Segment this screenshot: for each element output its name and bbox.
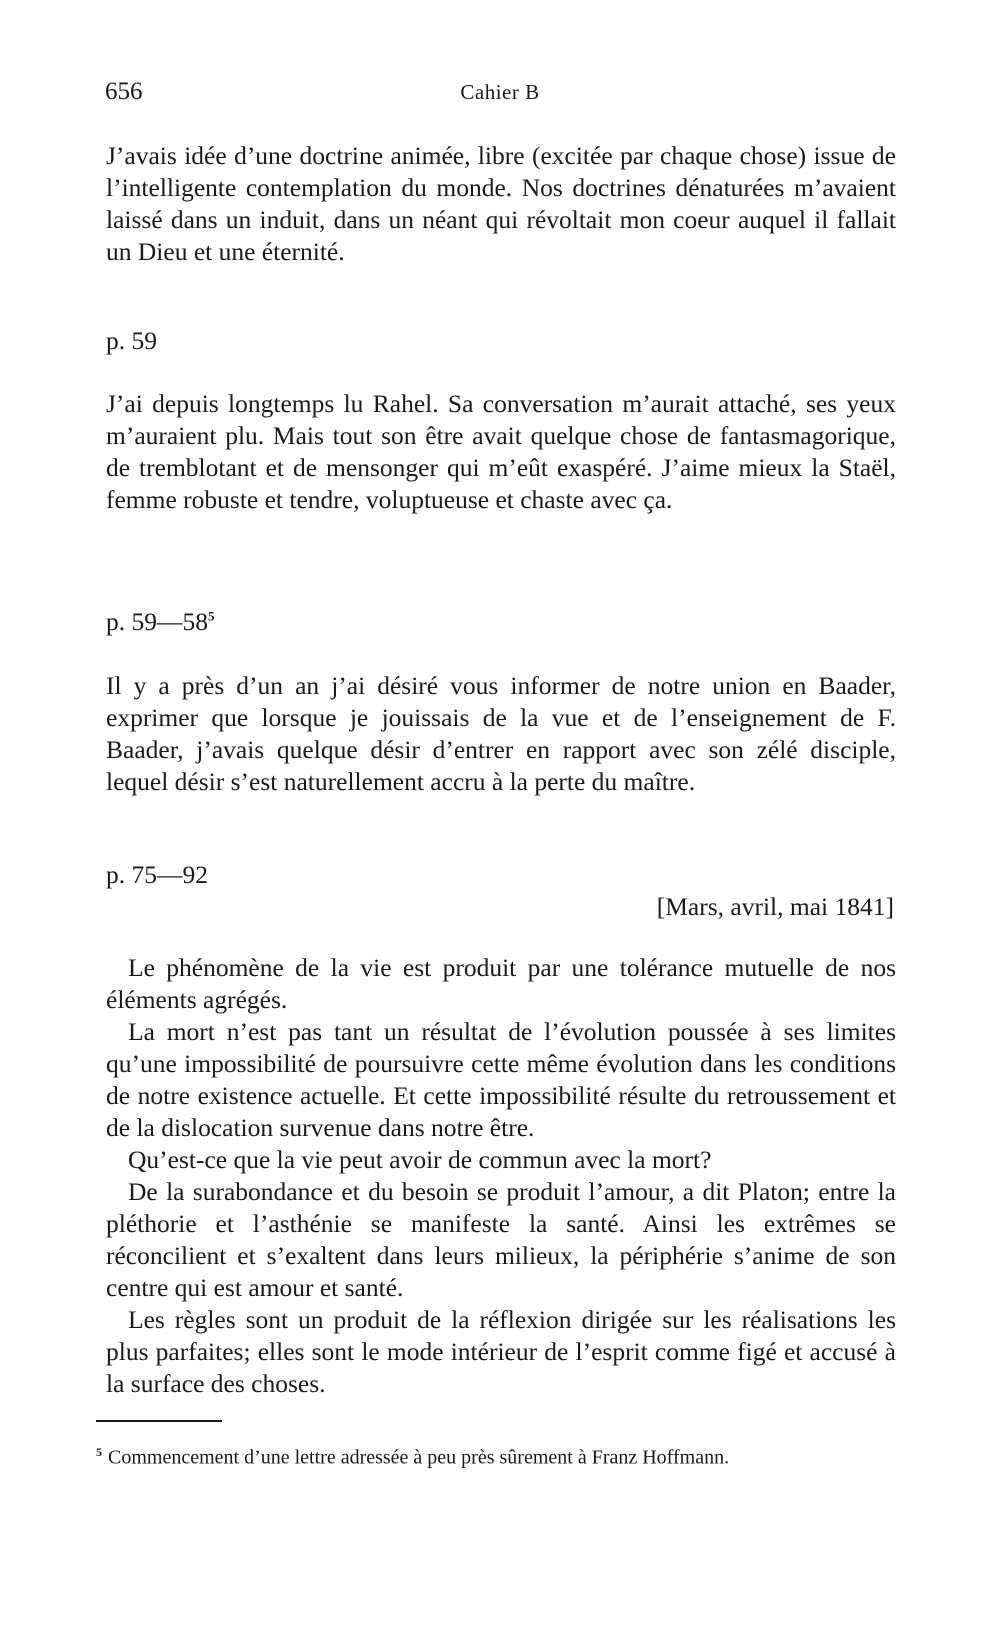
page-reference-2-text: p. 59—58 xyxy=(106,607,208,636)
paragraph-7: De la surabondance et du besoin se produit l’amour, a dit Platon; entre la pléthorie et l’asthénie se manifeste la santé. Ainsi les extrêmes se réconcilient et s’exaltent dans leurs milieux, la périphérie s’anime de son centre qui est amour et santé. xyxy=(106,1177,896,1302)
page-reference-2 xyxy=(106,607,215,637)
footnote-number: 5 xyxy=(96,1445,102,1459)
footnote-text: Commencement d’une lettre adressée à peu près sûrement à Franz Hoffmann. xyxy=(108,1446,730,1469)
paragraph-8: Les règles sont un produit de la réflexion dirigée sur les réalisations les plus parfaites; elles sont le mode intérieur de l’esprit comme figé et accusé à la surface des choses. xyxy=(106,1305,896,1398)
paragraph-1: J’avais idée d’une doctrine animée, libre (excitée par chaque chose) issue de l’intelligente contemplation du monde. Nos doctrines dénaturées m’avaient laissé dans un induit, dans un néant qui révoltait mon coeur auquel il fallait un Dieu et une éternité. xyxy=(106,141,896,266)
footnote-divider xyxy=(96,1420,222,1422)
page-header xyxy=(105,78,895,112)
paragraph-4: Le phénomène de la vie est produit par une tolérance mutuelle de nos éléments agrégés. xyxy=(106,953,896,1014)
paragraph-6: Qu’est-ce que la vie peut avoir de commun avec la mort? xyxy=(128,1145,712,1174)
date-range: [Mars, avril, mai 1841] xyxy=(656,892,894,921)
paragraph-2: J’ai depuis longtemps lu Rahel. Sa conversation m’aurait attaché, ses yeux m’auraient plu. Mais tout son être avait quelque chose de fantasmagorique, de tremblotant et de mensonger qui m’eût exaspéré. J’aime mieux la Staël, femme robuste et tendre, voluptueuse et chaste avec ça. xyxy=(106,389,896,514)
footnote xyxy=(96,1438,896,1472)
page-reference-1: p. 59 xyxy=(106,326,157,355)
paragraph-5: La mort n’est pas tant un résultat de l’évolution poussée à ses limites qu’une impossibilité de poursuivre cette même évolution dans les conditions de notre existence actuelle. Et cette impossibilité résulte du retroussement et de la dislocation survenue dans notre être. xyxy=(106,1017,896,1142)
running-head: Cahier B xyxy=(460,80,540,104)
footnote-marker: 5 xyxy=(208,608,215,624)
page-number: 656 xyxy=(105,78,143,105)
paragraph-3: Il y a près d’un an j’ai désiré vous informer de notre union en Baader, exprimer que lorsque je jouissais de la vue et de l’enseignement de F. Baader, j’avais quelque désir d’entrer en rapport avec son zélé disciple, lequel désir s’est naturellement accru à la perte du maître. xyxy=(106,671,896,796)
page-reference-3: p. 75—92 xyxy=(106,860,208,889)
